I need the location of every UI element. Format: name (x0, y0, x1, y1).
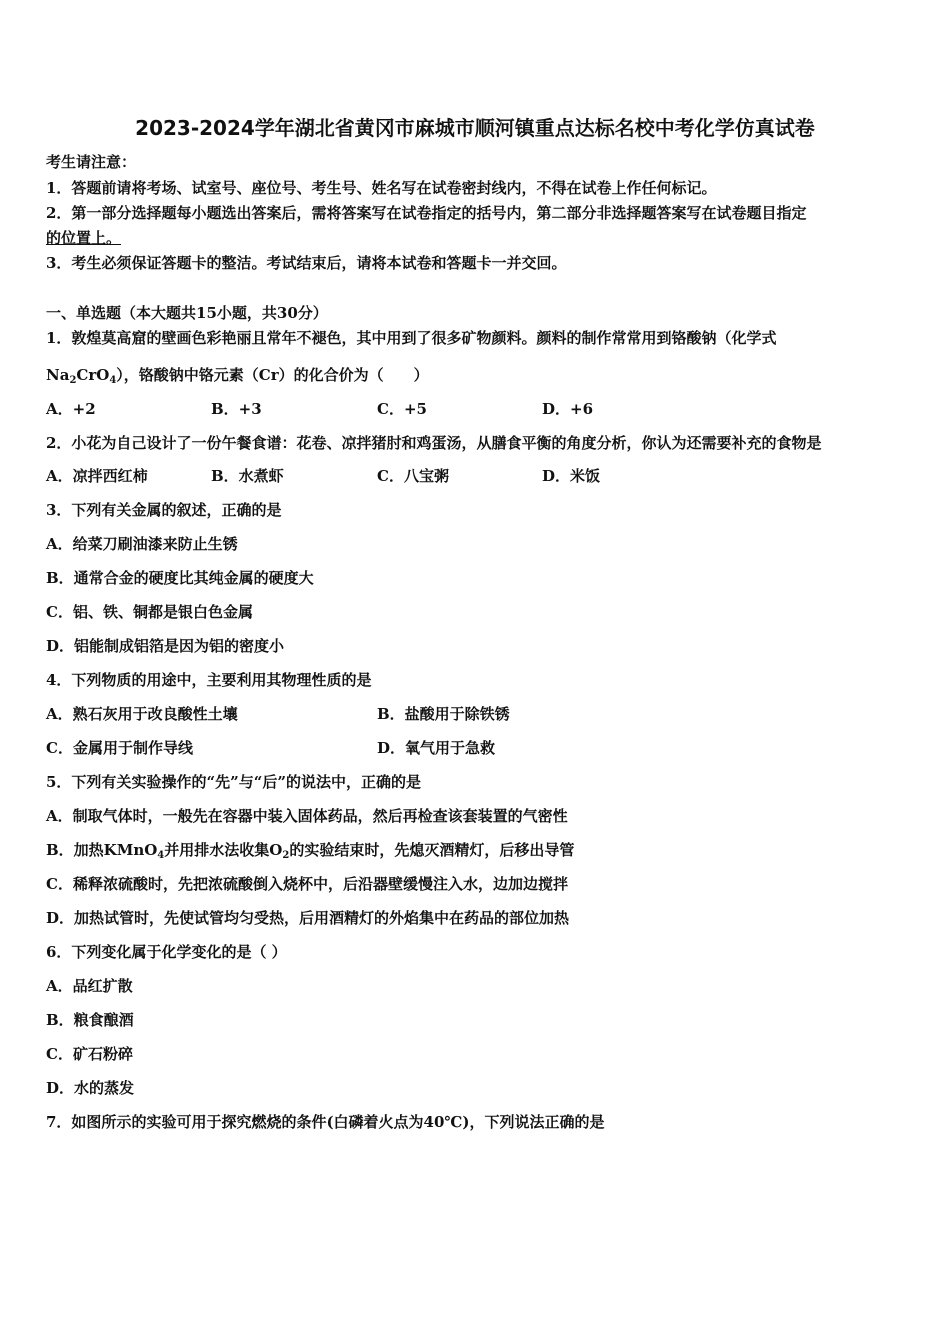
question-6-option-c: C．矿石粉碎 (46, 1045, 133, 1063)
question-4-stem: 4．下列物质的用途中，主要利用其物理性质的是 (46, 671, 372, 689)
question-3-stem: 3．下列有关金属的叙述，正确的是 (46, 501, 282, 519)
question-4-option-d: D．氧气用于急救 (377, 739, 496, 757)
notice-heading: 考生请注意： (46, 153, 137, 171)
question-6-option-d: D．水的蒸发 (46, 1079, 135, 1097)
question-3-option-a: A．给菜刀刷油漆来防止生锈 (46, 535, 238, 553)
question-4-option-b: B．盐酸用于除铁锈 (377, 705, 510, 723)
question-3-option-d: D．铝能制成铝箔是因为铝的密度小 (46, 637, 285, 655)
question-2-stem: 2．小花为自己设计了一份午餐食谱：花卷、凉拌猪肘和鸡蛋汤，从膳食平衡的角度分析，你认为还需要补充的食物是 (46, 434, 822, 452)
question-6-stem: 6．下列变化属于化学变化的是（ ） (46, 943, 287, 961)
question-1-option-a: A．+2 (46, 400, 96, 418)
question-1-stem: 1．敦煌莫高窟的壁画色彩艳丽且常年不褪色，其中用到了很多矿物颜料。颜料的制作常常用到铬酸钠（化学式 (46, 329, 777, 347)
question-6-option-b: B．粮食酿酒 (46, 1011, 134, 1029)
question-1-option-d: D．+6 (542, 400, 594, 418)
notice-item: 3．考生必须保证答题卡的整洁。考试结束后，请将本试卷和答题卡一并交回。 (46, 254, 567, 272)
question-7-stem: 7．如图所示的实验可用于探究燃烧的条件(白磷着火点为40℃)，下列说法正确的是 (46, 1113, 605, 1131)
notice-item: 的位置上。 (46, 229, 122, 247)
question-5-option-c: C．稀释浓硫酸时，先把浓硫酸倒入烧杯中，后沿器壁缓慢注入水，边加边搅拌 (46, 875, 568, 893)
question-3-option-b: B．通常合金的硬度比其纯金属的硬度大 (46, 569, 314, 587)
question-1-option-c: C．+5 (377, 400, 427, 418)
notice-item: 1．答题前请将考场、试室号、座位号、考生号、姓名写在试卷密封线内，不得在试卷上作任何标记。 (46, 179, 717, 197)
question-5-option-d: D．加热试管时，先使试管均匀受热，后用酒精灯的外焰集中在药品的部位加热 (46, 909, 570, 927)
question-2-option-a: A．凉拌西红柿 (46, 467, 148, 485)
question-1-stem-cont: $Na_2CrO_4$），铬酸钠中铬元素（Cr）的化合价为（ ） (46, 366, 429, 386)
exam-title: 2023-2024学年湖北省黄冈市麻城市顺河镇重点达标名校中考化学仿真试卷 (135, 116, 815, 140)
question-1-option-b: B．+3 (211, 400, 262, 418)
question-4-option-c: C．金属用于制作导线 (46, 739, 193, 757)
question-5-option-a: A．制取气体时，一般先在容器中装入固体药品，然后再检查该套装置的气密性 (46, 807, 568, 825)
question-3-option-c: C．铝、铁、铜都是银白色金属 (46, 603, 253, 621)
question-2-option-c: C．八宝粥 (377, 467, 449, 485)
question-5-stem: 5．下列有关实验操作的“先”与“后”的说法中，正确的是 (46, 773, 421, 791)
question-2-option-b: B．水煮虾 (211, 467, 284, 485)
question-4-option-a: A．熟石灰用于改良酸性土壤 (46, 705, 238, 723)
question-2-option-d: D．米饭 (542, 467, 601, 485)
question-5-option-b: B．加热KMnO$_4$并用排水法收集$O_2$的实验结束时，先熄灭酒精灯，后移出导管 (46, 841, 575, 861)
section-heading: 一、单选题（本大题共15小题，共30分） (46, 304, 328, 322)
question-6-option-a: A．品红扩散 (46, 977, 133, 995)
notice-item: 2．第一部分选择题每小题选出答案后，需将答案写在试卷指定的括号内，第二部分非选择题答案写在试卷题目指定 (46, 204, 807, 222)
